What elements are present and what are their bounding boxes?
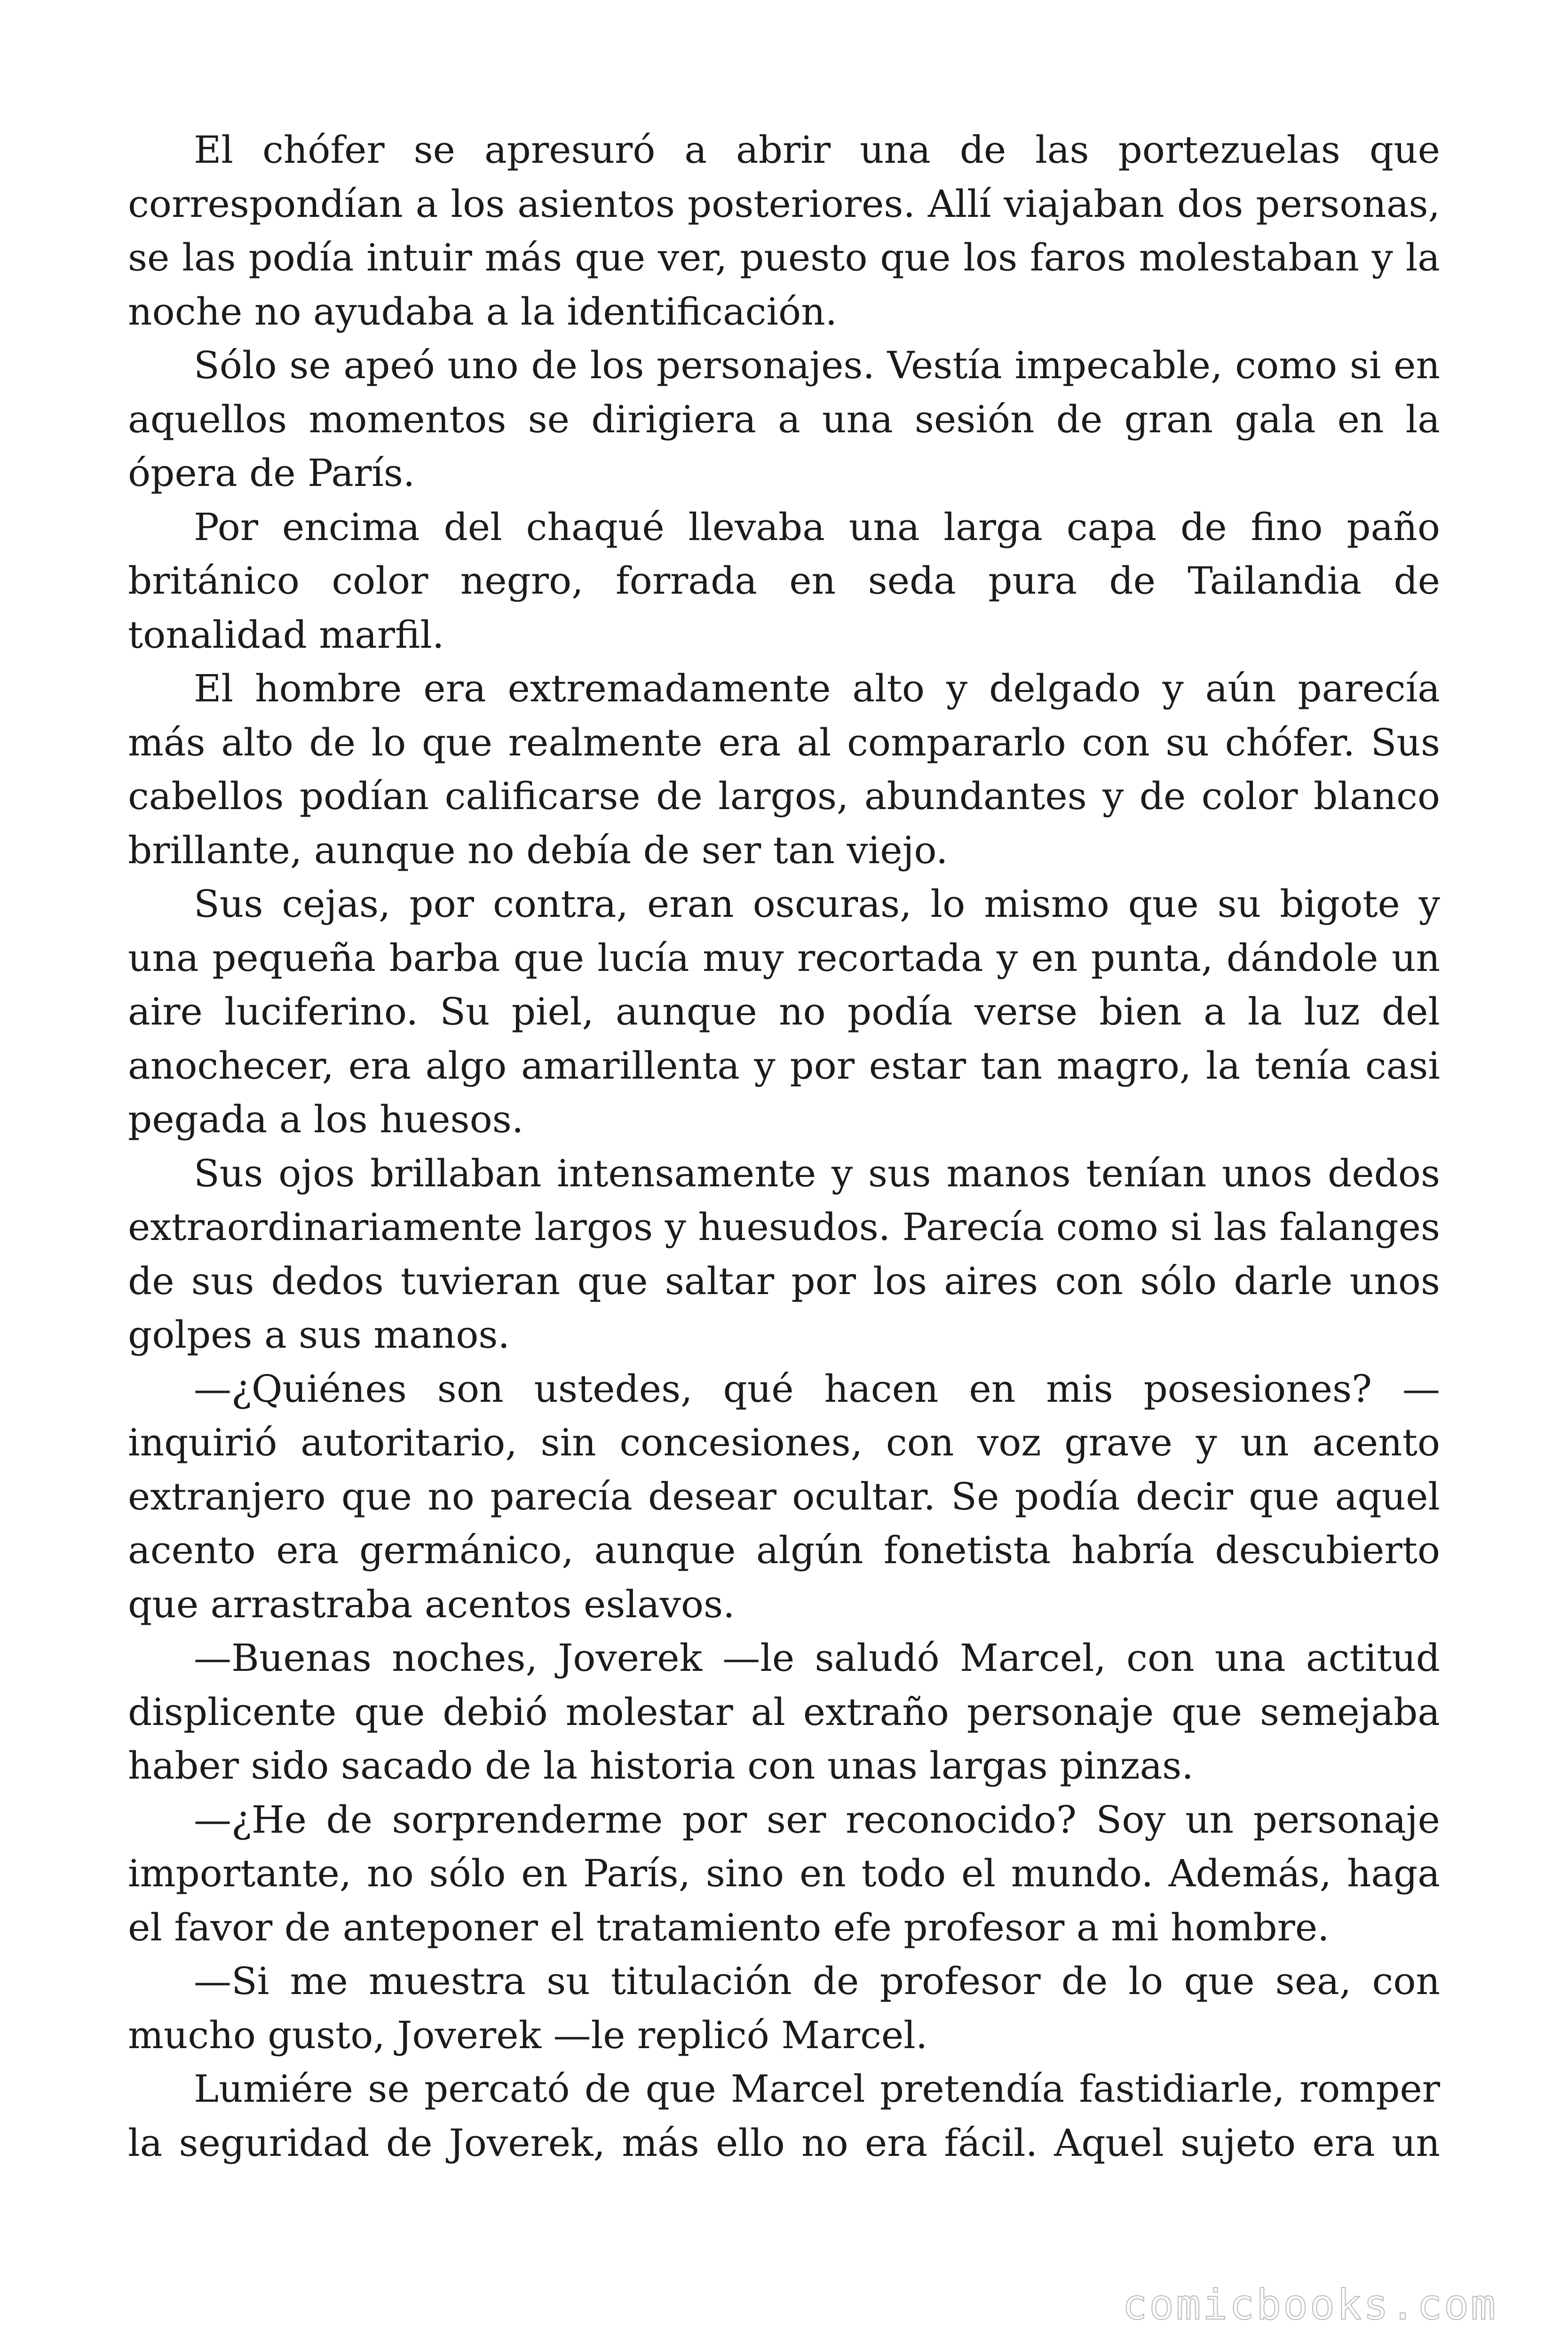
paragraph: Sus ojos brillaban intensamente y sus manos tenían unos dedos extraordinariamente largos y huesudos. Parecía como si las falanges de sus dedos tuvieran que saltar por los aires con sólo darle unos golpes a sus manos. [128,1151,1440,1357]
paragraph: Sólo se apeó uno de los personajes. Vestía impecable, como si en aquellos momentos se dirigiera a una sesión de gran gala en la ópera de París. [128,343,1440,495]
paragraph: —¿Quiénes son ustedes, qué hacen en mis posesiones? —inquirió autoritario, sin concesiones, con voz grave y un acento extranjero que no parecía desear ocultar. Se podía decir que aquel acento era germánico, aunque algún fonetista habría descubierto que arrastraba acentos eslavos. [128,1367,1440,1626]
paragraph: Sus cejas, por contra, eran oscuras, lo mismo que su bigote y una pequeña barba que lucía muy recortada y en punta, dándole un aire luciferino. Su piel, aunque no podía verse bien a la luz del anochecer, era algo amarillenta y por estar tan magro, la tenía casi pegada a los huesos. [128,882,1440,1141]
paragraph: El hombre era extremadamente alto y delgado y aún parecía más alto de lo que realmente era al compararlo con su chófer. Sus cabellos podían calificarse de largos, abundantes y de color blanco brillante, aunque no debía de ser tan viejo. [128,667,1440,872]
body-text [128,123,1440,2170]
paragraph: Lumiére se percató de que Marcel pretendía fastidiarle, romper la seguridad de Joverek, más ello no era fácil. Aquel sujeto era un [128,2067,1440,2165]
paragraph: Por encima del chaqué llevaba una larga capa de fino paño británico color negro, forrada en seda pura de Tailandia de tonalidad marfil. [128,505,1440,657]
paragraph: —Buenas noches, Joverek —le saludó Marcel, con una actitud displicente que debió molestar al extraño personaje que semejaba haber sido sacado de la historia con unas largas pinzas. [128,1636,1440,1788]
paragraph: —Si me muestra su titulación de profesor de lo que sea, con mucho gusto, Joverek —le replicó Marcel. [128,1959,1440,2057]
paragraph: El chófer se apresuró a abrir una de las portezuelas que correspondían a los asientos posteriores. Allí viajaban dos personas, se las podía intuir más que ver, puesto que los faros molestaban y la noche no ayudaba a la identificación. [128,128,1440,334]
watermark: comicbooks.com [1122,2280,1497,2329]
paragraph: —¿He de sorprenderme por ser reconocido? Soy un personaje importante, no sólo en París, sino en todo el mundo. Además, haga el favor de anteponer el tratamiento efe profesor a mi hombre. [128,1797,1440,1949]
